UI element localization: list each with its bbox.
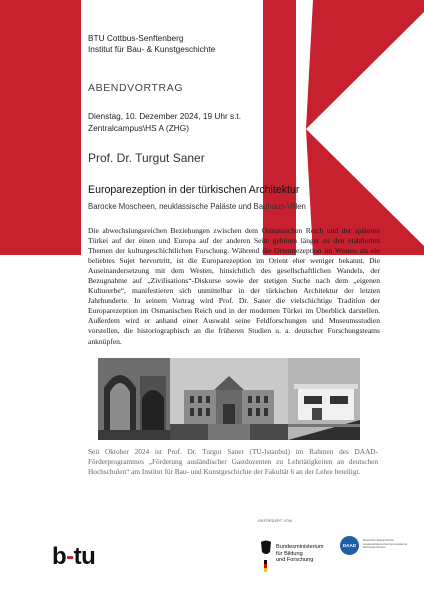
btu-logo-b: b (52, 543, 67, 570)
bmbf-line-3: und Forschung (276, 557, 314, 564)
event-date-time: Dienstag, 10. Dezember 2024, 19 Uhr s.t. (88, 111, 242, 121)
daad-logo: DAAD (340, 536, 359, 555)
btu-logo-tu: tu (73, 543, 96, 570)
event-type-label: ABENDVORTRAG (88, 82, 184, 94)
bmbf-logo-text (276, 544, 324, 564)
german-eagle-flag-icon (258, 540, 274, 576)
institution-block (88, 33, 215, 55)
event-location: Zentralcampus\HS A (ZHG) (88, 122, 189, 133)
date-location-block (88, 111, 241, 134)
photo-bauhaus-villa (288, 358, 360, 440)
bmbf-line-1: Bundesministerium (276, 544, 324, 550)
bmbf-line-2: für Bildung (276, 550, 303, 557)
photo-neoclassical-palace (170, 358, 288, 440)
guest-lecturer-note: Seit Oktober 2024 ist Prof. Dr. Turgut Saner (TU-Istanbul) im Rahmen des DAAD-Förderprogrammes „Förderung ausländischer Gastdozenten zu Lehrtätigkeiten an deutschen Hochschulen“ am Institut für Bau- und Kunstgeschichte der Fakultät 6 an der Lehre beteiligt. (88, 447, 378, 476)
daad-logo-text: Deutscher Akademischer Austauschdienst German Academic Exchange Service (363, 538, 408, 550)
photo-strip-illustration (98, 358, 360, 440)
funded-by-label: GEFÖRDERT VOM (258, 519, 293, 523)
k-upper-arm (306, 0, 424, 129)
speaker-name: Prof. Dr. Turgut Saner (88, 151, 205, 165)
btu-logo-dash: - (66, 543, 74, 570)
k-left-bar (0, 0, 81, 255)
institution-line-department: Institut für Bau- & Kunstgeschichte (88, 44, 216, 54)
talk-title: Europarezeption in der türkischen Architektur (88, 184, 300, 196)
talk-subtitle: Barocke Moscheen, neuklassische Paläste und Bauhaus-Villen (88, 202, 306, 211)
architecture-photo-collage (98, 358, 360, 440)
abstract-paragraph: Die abwechslungsreichen Beziehungen zwischen dem Osmanischen Reich und der späteren Türkei auf der einen und Europa auf der anderen Seite gehören längst zu den etablierten Themen der kulturgeschichtlichen Forschung. Während die Orientrezeption im Westen als ein beliebtes Sujet hervortritt, ist die Europarezeption im Orient eher weniger bekannt. Die Auseinandersetzung mit dem Westen, hinsichtlich des gesellschaftlichen Wandels, der Bezugnahme auf „Zivilisations“-Diskurse sowie der stetigen Suche nach dem „eigenen Kulturerbe“, manifestieren sich unmittelbar in der türkischen Architektur der letzten Jahrhunderte. In seinem Vortrag wird Prof. Dr. Saner die vielschichtige Tradition der Europarezeption im Osmanischen Reich und in der modernen Türkei im Überblick darstellen. Außerdem wird er anhand einer Auswahl seine Feldforschungen und Museumsstudien vorstellen, die historiographisch an die früheren Studien u. a. deutscher Forschungsteams anknüpfen. (88, 226, 380, 346)
photo-baroque-mosque (98, 358, 170, 440)
k-vertical-bar (263, 0, 296, 255)
institution-line-university: BTU Cottbus-Senftenberg (88, 33, 184, 43)
btu-logo (52, 543, 95, 571)
